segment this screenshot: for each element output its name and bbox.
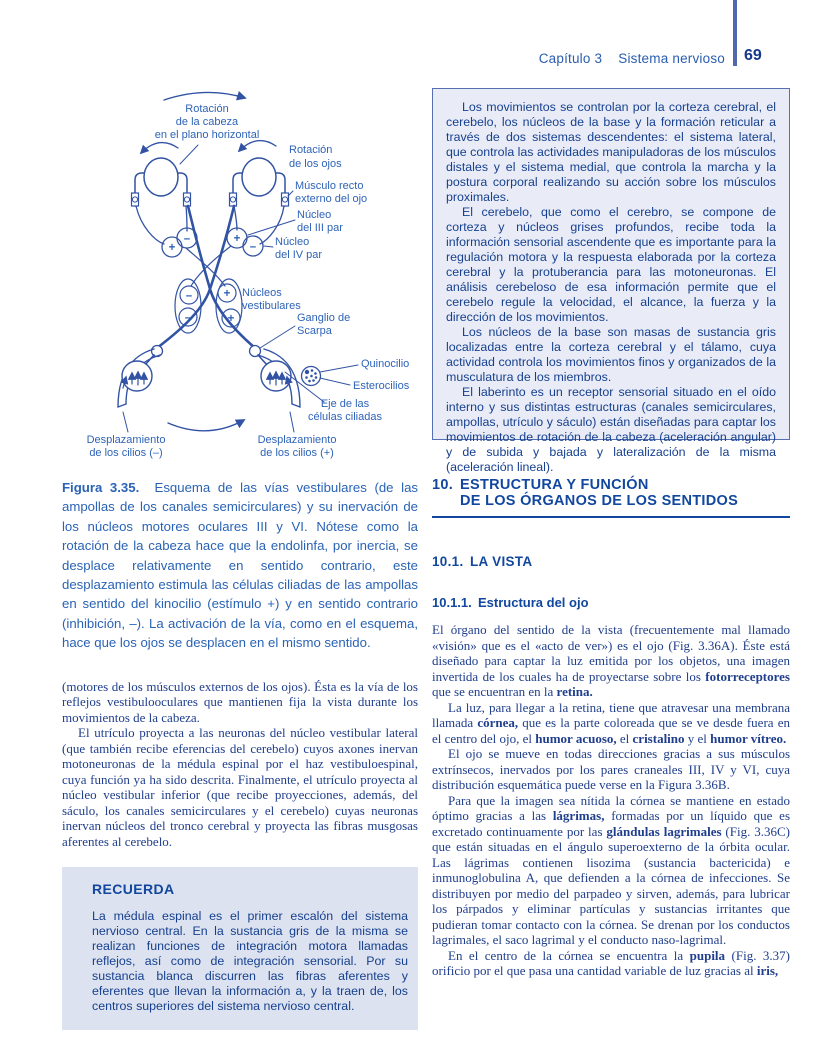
figure-caption: Figura 3.35. Esquema de las vías vestibulares (de las ampollas de los canales semicirculares) y su inervación de los núcleos motores oculares III y VI. Nótese como la rotación de la cabeza hace que la endolinfa, por inercia, se desplace relativamente en sentido contrario, este desplazamiento estimula las células ciliadas de las ampollas en sentido del kinocilio (estímulo +) y en sentido contrario (inhibición, –). La activación de la vía, como en el esquema, hace que los ojos se desplacen en el mismo sentido. [62, 480, 418, 651]
section-title: ESTRUCTURA Y FUNCIÓN DE LOS ÓRGANOS DE LOS SENTIDOS [460, 477, 739, 509]
paragraph: (motores de los músculos externos de los ojos). Ésta es la vía de los reflejos vestibulooculares que mantienen fija la vista durante los movimientos de la cabeza. [62, 678, 418, 725]
label-desplazamiento-pos: Desplazamiento [257, 434, 337, 446]
head-rotation-arrow [164, 92, 245, 100]
nerve-path [186, 206, 187, 231]
svg-text:de la cabeza: de la cabeza [175, 116, 239, 128]
head-left [132, 158, 191, 206]
label-musculo-recto: Músculo recto [295, 180, 364, 192]
label-desplazamiento-neg: Desplazamiento [86, 434, 166, 446]
minus-sign: – [185, 290, 193, 302]
recuerda-title: RECUERDA [92, 881, 175, 898]
ampulla-right [258, 349, 300, 407]
section-number: 10. [432, 477, 454, 493]
right-body-text [432, 622, 790, 979]
section-label: Sistema nervioso [618, 51, 725, 66]
plus-sign: + [223, 288, 231, 300]
crossing-pathway-right [157, 206, 234, 348]
minus-sign: – [184, 312, 192, 324]
chapter-label: Capítulo 3 [538, 51, 603, 66]
hair-cell-detail [302, 365, 359, 386]
ampulla-left [118, 349, 160, 407]
eye-rotation-arrow-left [141, 143, 178, 153]
plus-sign: + [168, 242, 176, 254]
running-head [0, 51, 725, 66]
figure-labels [87, 103, 410, 459]
summary-paragraph: Los núcleos de la base son masas de sustancia gris localizadas entre la corteza cerebral y el tálamo, cuya actividad controla los movimientos finos y organizados de la musculatura de los miembros. [446, 325, 776, 384]
minus-sign: – [249, 241, 257, 253]
svg-text:de los ojos: de los ojos [289, 158, 342, 170]
oculomotor-nuclei [162, 228, 263, 257]
svg-text:del III par: del III par [297, 222, 343, 234]
svg-text:en el plano horizontal: en el plano horizontal [154, 129, 260, 141]
paragraph: Para que la imagen sea nítida la córnea se mantiene en estado óptimo gracias a las lágrimas, formadas por un líquido que es excretado continuamente por las glándulas lagrimales (Fig. 3.36C) que están situadas en el ángulo superoexterno de la órbita ocular. Las lágrimas contienen lisozima (sustancia bactericida) e inmunoglobulina A, que defienden a la córnea de infecciones. Se distribuyen por medio del parpadeo y sirven, además, para lubricar los párpados y eliminar partículas y sustancias irritantes que pudieran tomar contacto con la córnea. Se drenan por los conductos lagrimales, el saco lagrimal y el conducto naso-lagrimal. [432, 792, 791, 947]
page-edge-rule [733, 0, 737, 66]
nerve-path [136, 206, 164, 244]
summary-paragraph: El cerebelo, que como el cerebro, se compone de corteza y núcleos grises profundos, recibe toda la información sensorial ascendente que es importante para la regulación motora y la respuesta elaborada por la corteza cerebral y la protuberancia para las motoneuronas. El análisis cerebeloso de esa información permite que el cerebelo regule la velocidad, el alcance, la fuerza y la dirección de los movimientos. [446, 205, 776, 324]
plus-sign: + [227, 313, 235, 325]
paragraph: El utrículo proyecta a las neuronas del núcleo vestibular lateral (que también recibe eferencias del cerebelo) cuyos axones inervan motoneuronas de la médula espinal por el haz vestibuloespinal, cuya función ya ha sido descrita. Finalmente, el utrículo proyecta al núcleo vestibular inferior (que recibe proyecciones, además, del sáculo, los canales semicirculares y el cerebelo) cuyas neuronas inervan núcleos del tronco cerebral y proyecta las fibras musgosas aferentes al cerebelo. [62, 725, 418, 849]
leader-line [180, 145, 198, 164]
label-rotacion-ojos: Rotación [289, 144, 333, 156]
svg-text:Scarpa: Scarpa [297, 325, 332, 337]
svg-text:de los cilios (+): de los cilios (+) [260, 447, 334, 459]
label-eje-celulas: Eje de las [320, 398, 370, 410]
eye-rotation-arrow-right [239, 141, 276, 151]
label-nucleo-iv: Núcleo [275, 236, 310, 248]
head-right [230, 158, 289, 206]
label-ganglio-scarpa: Ganglio de [297, 312, 351, 324]
paragraph: El órgano del sentido de la vista (frecuentemente mal llamado «visión» que es el «acto de ver») es el ojo (Fig. 3.36A). Éste está diseñado para captar la luz emitida por los objetos, una imagen invertida de los cuales ha de proyectarse sobre los fotorreceptores que se encuentran en la retina. [432, 622, 790, 699]
summary-box [432, 88, 790, 474]
svg-text:externo del ojo: externo del ojo [295, 193, 368, 205]
endolymph-arrow [168, 420, 244, 431]
label-esterocilios: Esterocilios [353, 380, 410, 392]
page-number: 69 [744, 47, 762, 64]
left-column [62, 85, 418, 1030]
figure-3-35-diagram [62, 85, 418, 463]
paragraph: La luz, para llegar a la retina, tiene que atravesar una membrana llamada córnea, que es la parte coloreada que se ve desde fuera en el centro del ojo, el humor acuoso, el cristalino y el humor vítreo. [432, 699, 790, 746]
subsubsection-heading: 10.1.1. Estructura del ojo [432, 595, 589, 610]
paragraph: El ojo se mueve en todas direcciones gracias a sus músculos extrínsecos, inervados por los pares craneales III, IV y VI, cuya distribución esquemática puede verse en la Figura 3.36B. [432, 746, 790, 792]
summary-paragraph: Los movimientos se controlan por la corteza cerebral, el cerebelo, los núcleos de la base y la formación reticular a través de dos sistemas descendentes: el sistema lateral, que controla las actividades manipuladoras de los músculos distales y el sistema medial, que controla la marcha y la postura corporal realizando su acción sobre los músculos proximales. [446, 100, 776, 204]
minus-sign: – [183, 233, 191, 245]
right-column [432, 88, 790, 979]
label-nucleos-vestibulares: Núcleos [242, 287, 282, 299]
svg-text:de los cilios (–): de los cilios (–) [89, 447, 163, 459]
plus-sign: + [233, 233, 241, 245]
summary-paragraph: El laberinto es un receptor sensorial situado en el oído interno y sus distintas estructuras (canales semicirculares, ampollas, utrículo y sáculo) están diseñadas para captar los movimientos de rotación de la cabeza (aceleración angular) y de subida y bajada y lateralización de la misma (aceleración lineal). [446, 385, 776, 474]
left-body-text [62, 679, 418, 850]
svg-text:células ciliadas: células ciliadas [308, 411, 382, 423]
subsection-heading: 10.1. LA VISTA [432, 554, 533, 569]
label-quinocilio: Quinocilio [361, 358, 410, 370]
label-nucleo-iii: Núcleo [297, 209, 332, 221]
svg-text:vestibulares: vestibulares [242, 300, 301, 312]
label-rotacion-cabeza: Rotación [185, 103, 229, 115]
paragraph: En el centro de la córnea se encuentra la pupila (Fig. 3.37) orificio por el que pasa una cantidad variable de luz gracias al iris, [432, 947, 791, 978]
recuerda-text: La médula espinal es el primer escalón del sistema nervioso central. En la sustancia gris de la misma se realizan funciones de integración motora llamadas reflejos, así como de integración sensorial. Por su sustancia blanca discurren las fibras aferentes y eferentes que llevan la información a, y la traen de, los centros superiores del sistema nervioso central. [92, 909, 408, 1014]
recuerda-box [62, 867, 418, 1030]
section-heading [432, 478, 790, 518]
svg-text:del IV par: del IV par [275, 249, 323, 261]
